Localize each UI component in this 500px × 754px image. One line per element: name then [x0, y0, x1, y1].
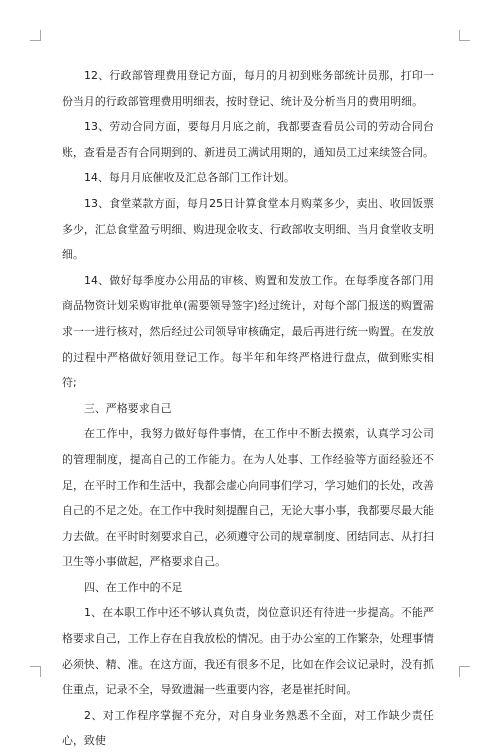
paragraph-canteen-accounts: 13、食堂菜款方面，每月25日计算食堂本月购菜多少，卖出、收回饭票多少，汇总食堂盈亏明细、购进现金收支、行政部收支明细、当月食堂收支明细。 — [62, 196, 434, 262]
section-heading-shortcomings: 四、在工作中的不足 — [84, 580, 183, 594]
crop-mark-top-left-vertical — [40, 30, 41, 41]
paragraph-shortcoming-1: 1、在本职工作中还不够认真负责，岗位意识还有待进一步提高。不能严格要求自己，工作上存在自我放松的情况。由于办公室的工作繁杂，处理事情必须快、精、准。在这方面，我还有很多不足，比如在作会议记录时，没有抓住重点，记录不全，导致遗漏一些重要内容，老是崔托时间。 — [62, 606, 434, 697]
paragraph-shortcoming-2: 2、对工作程序掌握不充分，对自身业务熟悉不全面，对工作缺少责任心，致使 — [62, 708, 434, 748]
crop-mark-bottom-right-horizontal — [459, 666, 470, 667]
section-heading-self-discipline: 三、严格要求自己 — [84, 401, 172, 415]
crop-mark-top-right-vertical — [459, 30, 460, 41]
crop-mark-top-right-horizontal — [459, 40, 470, 41]
paragraph-labor-contracts: 13、劳动合同方面，要每月月底之前，我都要查看员公司的劳动合同台账，查看是否有合同期到的、新进员工满试用期的，通知员工过来续签合同。 — [62, 120, 434, 159]
paragraph-admin-expense-registration: 12、行政部管理费用登记方面，每月的月初到账务部统计员那，打印一份当月的行政部管理费用明细表，按时登记、统计及分析当月的费用明细。 — [62, 69, 434, 108]
paragraph-office-supplies: 14、做好每季度办公用品的审核、购置和发放工作。在每季度各部门用商品物资计划采购审批单(需要领导签字)经过统计，对每个部门报送的购置需求一一进行核对，然后经过公司领导审核确定，最后再进行统一购置。在发放的过程中严格做好领用登记工作。每半年和年终严格进行盘点，做到账实相符; — [62, 273, 434, 390]
paragraph-monthly-work-plans: 14、每月月底催收及汇总各部门工作计划。 — [84, 171, 295, 185]
crop-mark-bottom-left-vertical — [40, 666, 41, 677]
document-body — [62, 63, 434, 754]
paragraph-self-discipline: 在工作中，我努力做好每件事情，在工作中不断去摸索，认真学习公司的管理制度，提高自己的工作能力。在为人处事、工作经验等方面经验还不足，在平时工作和生活中，我都会虚心向同事们学习，学习她们的长处，改善自己的不足之处。在工作中我时刻提醒自己，无论大事小事，我都要尽最大能力去做。在平时时刻要求自己，必须遵守公司的规章制度、团结同志、从打扫卫生等小事做起，严格要求自己。 — [62, 427, 434, 569]
crop-mark-bottom-right-vertical — [459, 666, 460, 677]
